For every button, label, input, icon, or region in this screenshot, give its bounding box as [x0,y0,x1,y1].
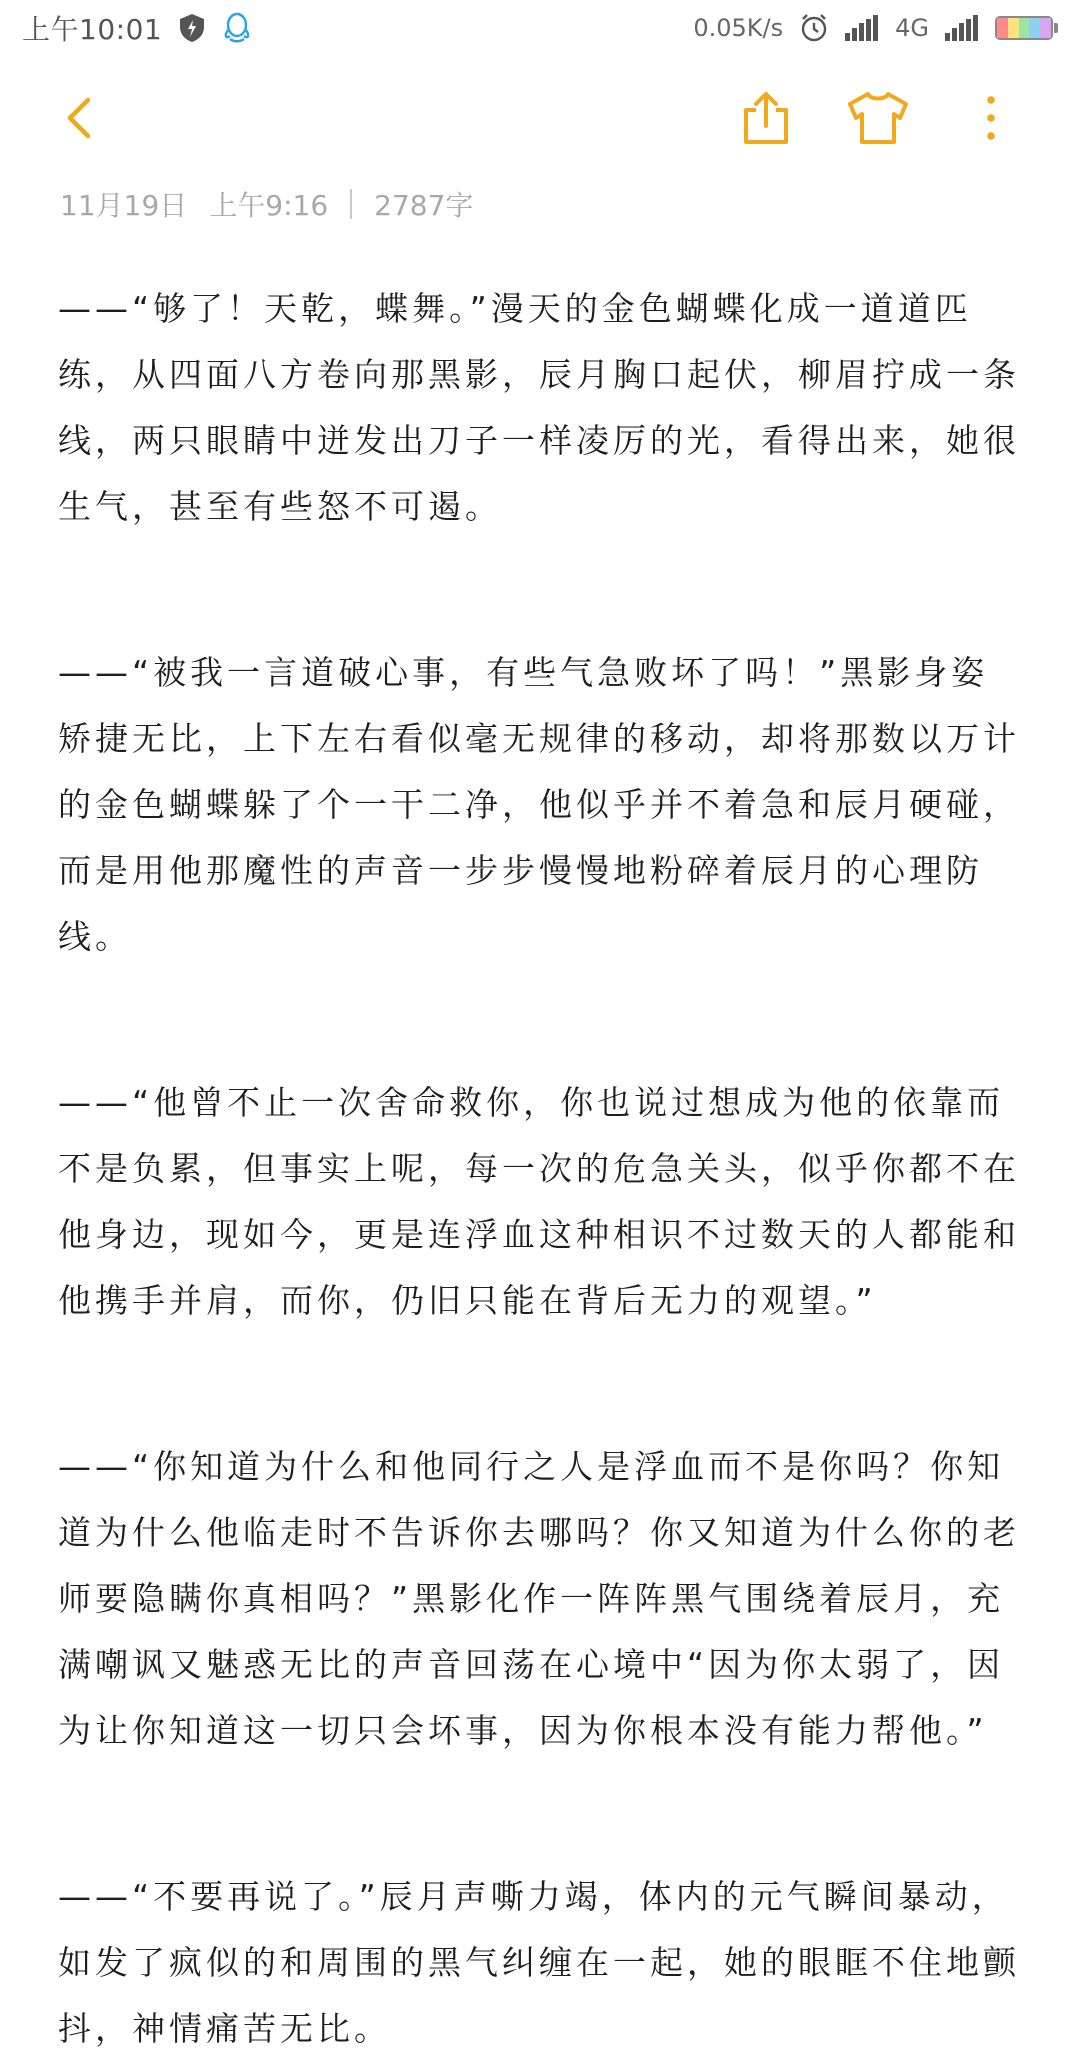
status-bar [0,0,1080,56]
note-paragraph: ——“被我一言道破心事，有些气急败坏了吗！”黑影身姿矫捷无比，上下左右看似毫无规律的移动，却将那数以万计的金色蝴蝶躲了个一干二净，他似乎并不着急和辰月硬碰，而是用他那魔性的声音一步步慢慢地粉碎着辰月的心理防线。 [58,653,1020,956]
status-right [693,13,1058,43]
signal-icon [945,15,979,41]
note-paragraph: ——“你知道为什么和他同行之人是浮血而不是你吗？你知道为什么他临走时不告诉你去哪吗？你又知道为什么你的老师要隐瞒你真相吗？”黑影化作一阵阵黑气围绕着辰月，充满嘲讽又魅惑无比的声音回荡在心境中“因为你太弱了，因为让你知道这一切只会坏事，因为你根本没有能力帮他。” [58,1447,1020,1750]
signal-icon [845,15,879,41]
battery-icon [995,16,1058,40]
note-toolbar [0,86,1080,150]
status-left [22,8,252,48]
more-vertical-icon [976,86,1006,150]
note-paragraph: ——“他曾不止一次舍命救你，你也说过想成为他的依靠而不是负累，但事实上呢，每一次的危急关头，似乎你都不在他身边，现如今，更是连浮血这种相识不过数天的人都能和他携手并肩，而你，仍旧只能在背后无力的观望。” [58,1083,1020,1320]
note-word-count: 2787字 [374,189,474,222]
share-icon [738,86,794,150]
note-body[interactable] [58,276,1024,2062]
tshirt-skin-icon [844,86,912,150]
alarm-icon [799,13,829,43]
carrier-label: 4G [895,14,929,42]
note-time: 上午9:16 [209,189,329,222]
back-button[interactable] [58,86,108,150]
meta-divider [350,189,352,219]
note-paragraph: ——“不要再说了。”辰月声嘶力竭，体内的元气瞬间暴动，如发了疯似的和周围的黑气纠缠在一起，她的眼眶不住地颤抖，神情痛苦无比。 [58,1877,1020,2048]
note-paragraph: ——“够了！天乾，蝶舞。”漫天的金色蝴蝶化成一道道匹练，从四面八方卷向那黑影，辰月胸口起伏，柳眉拧成一条线，两只眼睛中迸发出刀子一样凌厉的光，看得出来，她很生气，甚至有些怒不可遏。 [58,289,1020,526]
net-speed: 0.05K/s [693,14,784,42]
qq-icon [222,12,252,44]
note-meta [60,184,473,224]
note-date: 11月19日 [60,189,188,222]
skin-button[interactable] [844,86,912,150]
more-options-button[interactable] [976,86,1006,150]
status-time: 上午10:01 [22,13,163,46]
share-button[interactable] [738,86,794,150]
back-arrow-icon [58,86,108,150]
shield-icon [178,13,206,43]
